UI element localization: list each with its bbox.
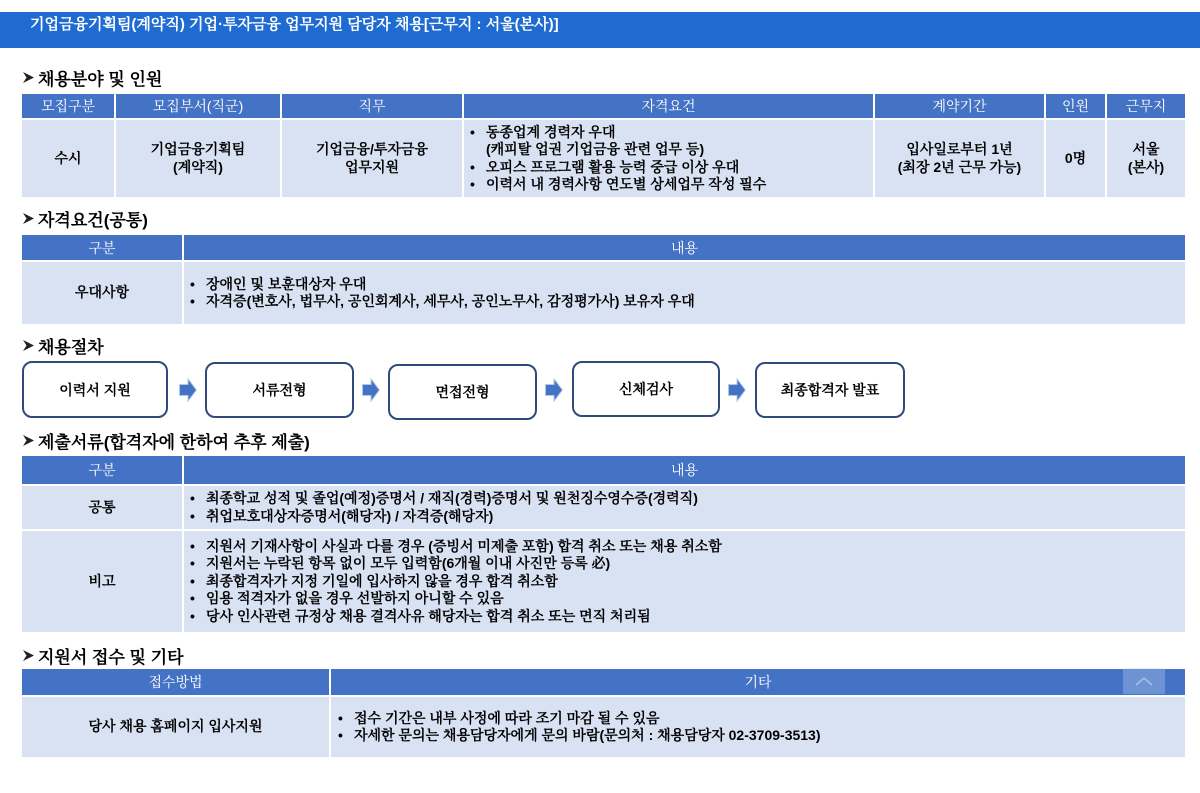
arrowhead-right-icon <box>22 339 35 352</box>
remarks-list <box>190 538 722 626</box>
block-arrow-right-icon <box>179 378 197 402</box>
list-item-note: (캐피탈 업권 기업금융 관련 업무 등) <box>486 141 705 157</box>
cell-requirements <box>464 120 873 197</box>
list-item: • 자격증(변호사, 법무사, 공인회계사, 세무사, 공인노무사, 감정평가사) 보유자 우대 <box>190 293 695 311</box>
cell-preference-items <box>184 262 1185 324</box>
title-bar <box>0 12 1200 48</box>
scroll-top-button[interactable] <box>1123 668 1165 694</box>
section-heading-process <box>22 334 104 356</box>
qualifications-table <box>22 235 1185 324</box>
section-heading-documents <box>22 429 310 451</box>
cell-duty <box>282 120 462 197</box>
col-header-contract-period: 계약기간 <box>875 94 1044 118</box>
col-header-location: 근무지 <box>1107 94 1185 118</box>
etc-list <box>338 710 821 745</box>
location-office: (본사) <box>1127 158 1165 175</box>
arrowhead-right-icon <box>22 649 35 662</box>
list-item: • 오피스 프로그램 활용 능력 중급 이상 우대 <box>470 159 766 177</box>
process-step-interview: 면접전형 <box>388 364 537 420</box>
section-heading-text: 제출서류(합격자에 한하여 추후 제출) <box>38 432 310 452</box>
list-item: • 최종합격자가 지정 기일에 입사하지 않을 경우 합격 취소함 <box>190 573 722 591</box>
page-title: 기업금융기획팀(계약직) 기업·투자금융 업무지원 담당자 채용[근무지 : 서울(본사)] <box>30 16 559 33</box>
section-heading-text: 채용절차 <box>38 337 104 357</box>
cell-application-method: 당사 채용 홈페이지 입사지원 <box>22 697 329 757</box>
common-documents-list <box>190 490 698 525</box>
arrowhead-right-icon <box>22 212 35 225</box>
list-item: • 최종학교 성적 및 졸업(예정)증명서 / 재직(경력)증명서 및 원천징수영수증(경력직) <box>190 490 698 508</box>
col-header-requirements: 자격요건 <box>464 94 873 118</box>
section-heading-qualifications <box>22 207 148 229</box>
process-step-final-announcement: 최종합격자 발표 <box>755 362 905 418</box>
section-heading-recruitment <box>22 66 162 88</box>
contract-period-line-2: (최장 2년 근무 가능) <box>897 158 1022 175</box>
cell-common-items <box>184 486 1185 529</box>
col-header-department: 모집부서(직군) <box>116 94 280 118</box>
list-item: • 임용 적격자가 없을 경우 선발하지 아니할 수 있음 <box>190 590 722 608</box>
documents-table <box>22 456 1185 632</box>
cell-contract-period <box>875 120 1044 197</box>
block-arrow-right-icon <box>728 378 746 402</box>
col-header-content: 내용 <box>184 235 1185 260</box>
cell-type: 수시 <box>22 120 114 197</box>
duty-line-1: 기업금융/투자금융 <box>315 141 429 157</box>
requirements-list <box>470 124 766 194</box>
arrowhead-right-icon <box>22 434 35 447</box>
list-item: • 당사 인사관련 규정상 채용 결격사유 해당자는 합격 취소 또는 면직 처리됨 <box>190 608 722 626</box>
process-step-apply: 이력서 지원 <box>22 361 168 418</box>
process-step-document-screening: 서류전형 <box>205 362 354 418</box>
section-heading-text: 채용분야 및 인원 <box>38 69 163 89</box>
cell-department <box>116 120 280 197</box>
cell-duty-lines <box>316 141 428 176</box>
block-arrow-right-icon <box>362 378 380 402</box>
col-header-etc: 기타 <box>331 669 1185 695</box>
chevron-up-icon <box>1123 668 1165 694</box>
duty-line-2: 업무지원 <box>344 158 400 175</box>
section-heading-text: 지원서 접수 및 기타 <box>38 647 184 667</box>
arrowhead-right-icon <box>22 71 35 84</box>
location-city: 서울 <box>1132 141 1160 157</box>
list-item: • 장애인 및 보훈대상자 우대 <box>190 276 695 294</box>
recruitment-table <box>22 94 1185 197</box>
application-table <box>22 669 1185 757</box>
contract-period-lines <box>898 141 1021 176</box>
col-header-type: 모집구분 <box>22 94 114 118</box>
col-header-category: 구분 <box>22 235 182 260</box>
cell-department-lines <box>151 141 246 176</box>
cell-label-common: 공통 <box>22 486 182 529</box>
col-header-duty: 직무 <box>282 94 462 118</box>
cell-headcount: 0명 <box>1046 120 1105 197</box>
cell-label-preference: 우대사항 <box>22 262 182 324</box>
col-header-method: 접수방법 <box>22 669 329 695</box>
list-item: • 접수 기간은 내부 사정에 따라 조기 마감 될 수 있음 <box>338 710 821 728</box>
department-name: 기업금융기획팀 <box>150 141 246 157</box>
list-item: • 동종업계 경력자 우대 <box>470 124 766 142</box>
cell-etc-items <box>331 697 1185 757</box>
cell-location <box>1107 120 1185 197</box>
list-item: • 지원서는 누락된 항목 없이 모두 입력함(6개월 이내 사진만 등록 必) <box>190 555 722 573</box>
col-header-headcount: 인원 <box>1046 94 1105 118</box>
location-lines <box>1128 141 1164 176</box>
list-item: • 지원서 기재사항이 사실과 다를 경우 (증빙서 미제출 포함) 합격 취소 또는 채용 취소함 <box>190 538 722 556</box>
contract-period-line-1: 입사일로부터 1년 <box>906 141 1013 157</box>
process-step-medical-check: 신체검사 <box>572 361 720 417</box>
block-arrow-right-icon <box>545 378 563 402</box>
col-header-content: 내용 <box>184 456 1185 484</box>
list-item: • 이력서 내 경력사항 연도별 상세업무 작성 필수 <box>470 176 766 194</box>
cell-label-remarks: 비고 <box>22 531 182 632</box>
col-header-category: 구분 <box>22 456 182 484</box>
department-type: (계약직) <box>173 158 223 175</box>
section-heading-application <box>22 644 184 666</box>
list-item: • 자세한 문의는 채용담당자에게 문의 바람(문의처 : 채용담당자 02-3709-3513) <box>338 727 821 745</box>
cell-remarks-items <box>184 531 1185 632</box>
list-item: • 취업보호대상자증명서(해당자) / 자격증(해당자) <box>190 508 698 526</box>
section-heading-text: 자격요건(공통) <box>38 210 148 230</box>
preference-list <box>190 276 695 311</box>
